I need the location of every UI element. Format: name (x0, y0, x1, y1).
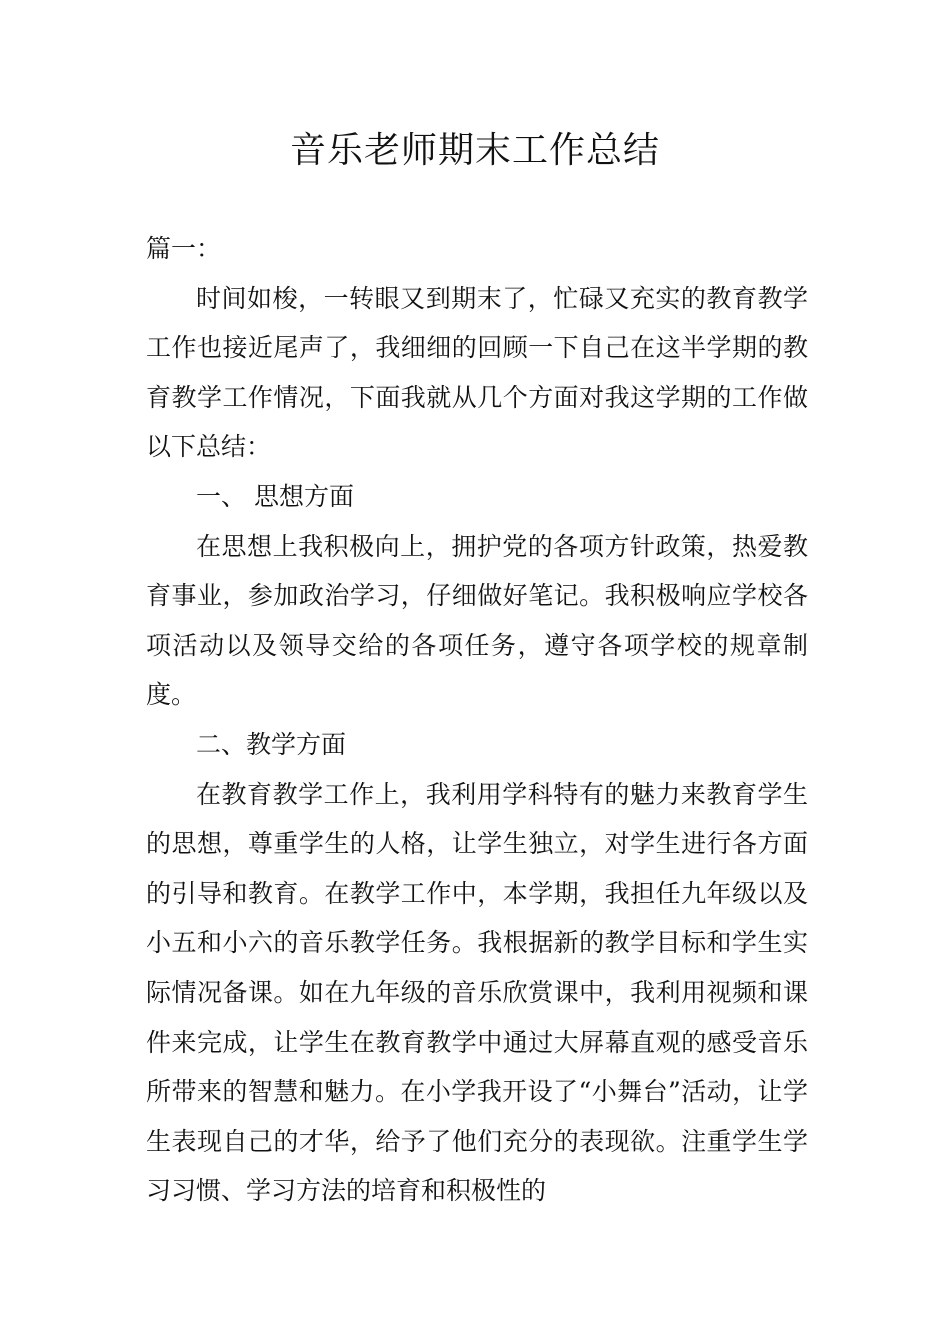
section-heading-thought (146, 472, 808, 522)
thought-paragraph: 在思想上我积极向上，拥护党的各项方针政策，热爱教育事业，参加政治学习，仔细做好笔记。我积极响应学校各项活动以及领导交给的各项任务，遵守各项学校的规章制度。 (146, 531, 808, 710)
section-heading-thought-text: 一、 思想方面 (196, 481, 354, 511)
section-heading-teaching: 二、教学方面 (196, 729, 347, 759)
intro-paragraph: 时间如梭，一转眼又到期末了，忙碌又充实的教育教学工作也接近尾声了，我细细的回顾一下自己在这半学期的教育教学工作情况，下面我就从几个方面对我这学期的工作做以下总结： (146, 283, 808, 462)
document-body (146, 224, 808, 1216)
part-label: 篇一： (146, 234, 222, 263)
teaching-paragraph: 在教育教学工作上，我利用学科特有的魅力来教育学生的思想，尊重学生的人格，让学生独立，对学生进行各方面的引导和教育。在教学工作中，本学期，我担任九年级以及小五和小六的音乐教学任务。我根据新的教学目标和学生实际情况备课。如在九年级的音乐欣赏课中，我利用视频和课件来完成，让学生在教育教学中通过大屏幕直观的感受音乐所带来的智慧和魅力。在小学我开设了“小舞台”活动，让学生表现自己的才华，给予了他们充分的表现欲。注重学生学习习惯、学习方法的培育和积极性的 (146, 779, 808, 1206)
document-title: 音乐老师期末工作总结 (289, 130, 660, 171)
